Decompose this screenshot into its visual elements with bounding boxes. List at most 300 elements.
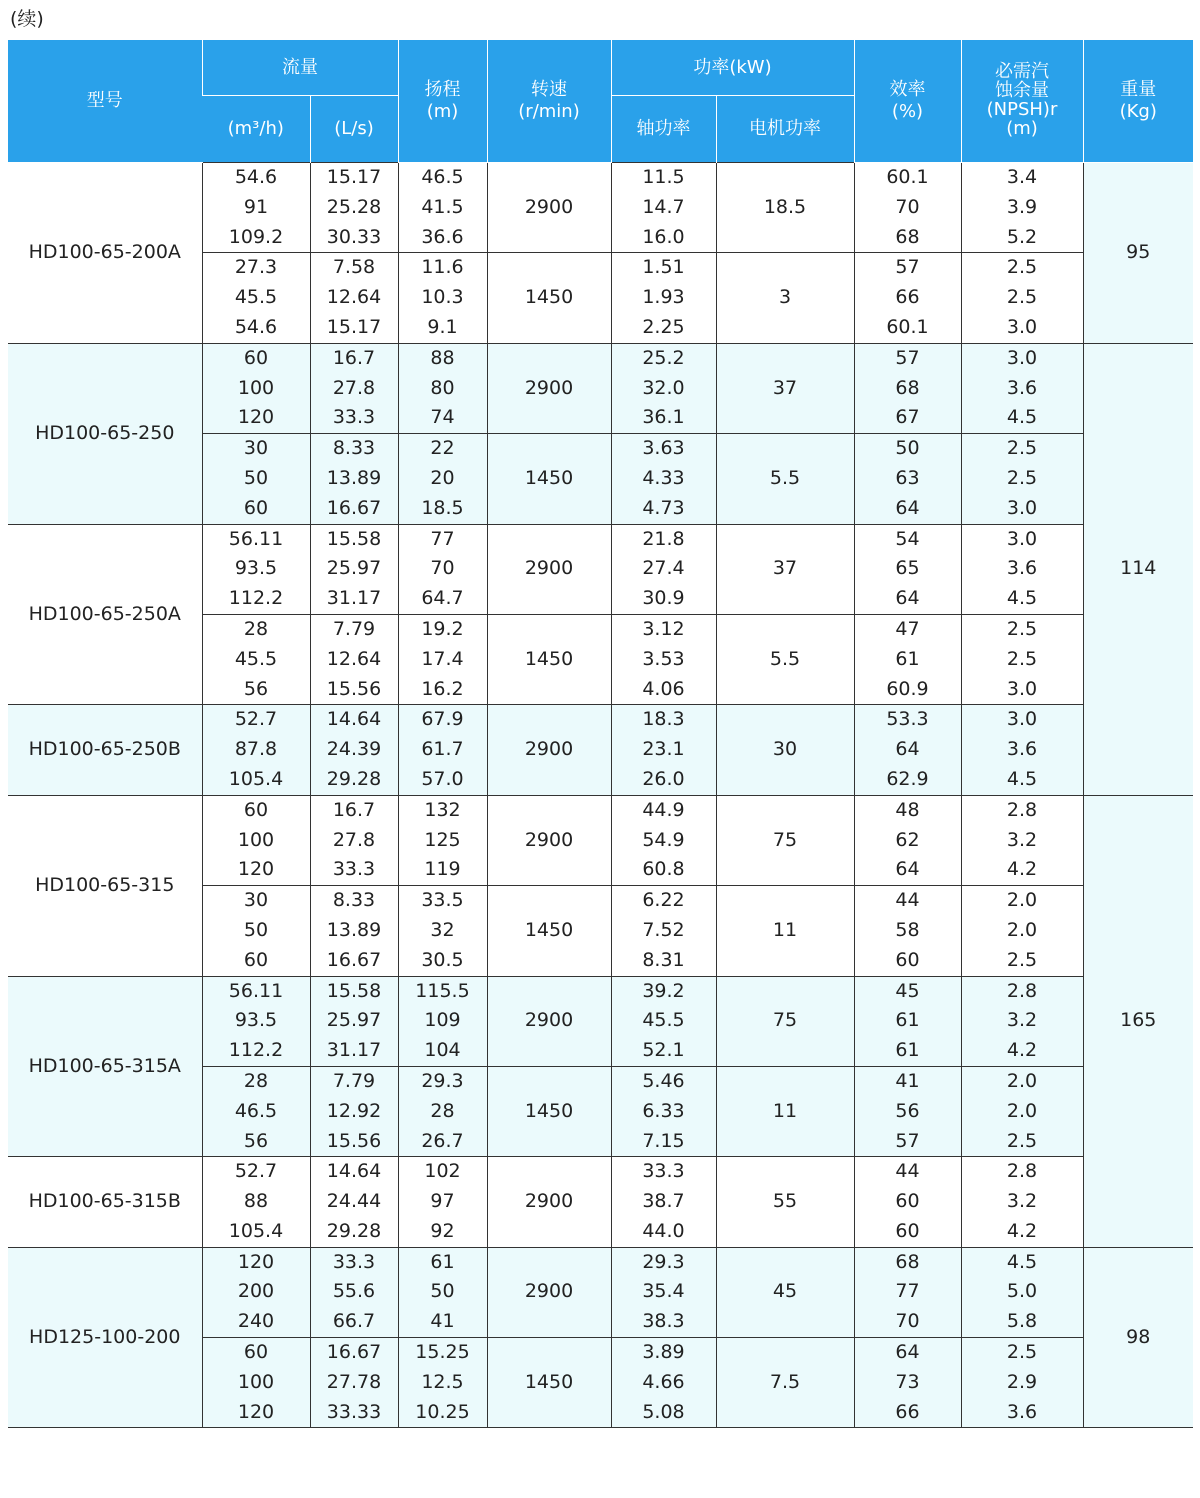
npsh-cell [961,886,1083,976]
efficiency-cell-value: 44 [895,889,920,912]
motor-power-cell: 45 [716,1247,854,1337]
shaft-power-cell-value: 54.9 [642,828,685,851]
flow-ls-cell-value: 15.58 [326,527,382,550]
header-flow-m3h: (m³/h) [202,96,310,163]
efficiency-cell-value: 73 [895,1370,920,1393]
head-cell-value: 41 [430,1310,455,1333]
model-cell: HD100-65-315A [8,976,202,1157]
flow-ls-cell-value: 14.64 [326,708,382,731]
npsh-cell-value: 2.0 [1006,889,1038,912]
speed-cell: 1450 [487,253,611,343]
flow-m3h-cell-value: 52.7 [234,1160,278,1183]
flow-m3h-cell-value: 56 [243,677,269,700]
table-row [8,976,1193,1066]
head-cell [398,434,487,524]
efficiency-cell-value: 41 [895,1069,920,1092]
shaft-power-cell-value: 25.2 [642,346,685,369]
head-cell-value: 109 [424,1009,461,1032]
header-flow-ls: (L/s) [310,96,398,163]
shaft-power-cell [611,976,716,1066]
shaft-power-cell-value: 29.3 [642,1250,685,1273]
model-cell: HD100-65-250B [8,705,202,795]
speed-cell: 2900 [487,343,611,433]
efficiency-cell-value: 68 [895,376,920,399]
efficiency-cell-value: 67 [895,406,920,429]
npsh-cell-value: 3.2 [1006,828,1038,851]
npsh-cell-value: 2.5 [1006,647,1038,670]
efficiency-cell-value: 57 [895,1129,920,1152]
head-cell-value: 11.6 [421,256,464,279]
speed-cell: 1450 [487,614,611,704]
flow-ls-cell-value: 27.8 [332,376,376,399]
efficiency-cell-value: 44 [895,1160,920,1183]
efficiency-cell-value: 70 [895,1310,920,1333]
efficiency-cell-value: 56 [895,1099,920,1122]
speed-cell: 2900 [487,1157,611,1247]
model-cell: HD100-65-315B [8,1157,202,1247]
head-cell-value: 28 [430,1099,455,1122]
npsh-cell-value: 2.5 [1006,466,1038,489]
npsh-cell-value: 3.0 [1006,677,1038,700]
efficiency-cell [854,1066,961,1156]
flow-ls-cell-value: 13.89 [326,466,382,489]
head-cell-value: 132 [424,798,461,821]
npsh-cell-value: 2.8 [1006,979,1038,1002]
table-row [8,705,1193,795]
flow-ls-cell [310,976,398,1066]
npsh-cell-value: 4.2 [1006,1039,1038,1062]
npsh-cell-value: 3.2 [1006,1009,1038,1032]
flow-ls-cell-value: 27.8 [332,828,376,851]
header-power: 功率(kW) [611,40,854,96]
head-cell-value: 16.2 [421,677,464,700]
npsh-cell [961,253,1083,343]
header-flow: 流量 [202,40,398,96]
npsh-cell-value: 4.2 [1006,1219,1038,1242]
efficiency-cell-value: 70 [895,195,920,218]
flow-ls-cell-value: 27.78 [326,1370,382,1393]
npsh-cell-value: 2.9 [1006,1370,1038,1393]
head-cell [398,524,487,614]
head-cell [398,1338,487,1428]
npsh-cell-value: 2.5 [1006,256,1038,279]
head-cell-value: 92 [430,1219,455,1242]
npsh-cell-value: 3.6 [1006,738,1038,761]
efficiency-cell-value: 64 [895,587,920,610]
head-cell-value: 119 [424,858,461,881]
flow-m3h-cell-value: 28 [243,617,269,640]
head-cell [398,1247,487,1337]
flow-ls-cell [310,1066,398,1156]
shaft-power-cell-value: 6.33 [642,1099,685,1122]
flow-m3h-cell [202,163,310,253]
flow-m3h-cell-value: 105.4 [228,1219,284,1242]
flow-ls-cell [310,163,398,253]
head-cell-value: 30.5 [421,948,464,971]
efficiency-cell-value: 48 [895,798,920,821]
flow-m3h-cell-value: 28 [243,1069,269,1092]
shaft-power-cell-value: 3.12 [642,617,685,640]
shaft-power-cell [611,343,716,433]
flow-m3h-cell [202,253,310,343]
shaft-power-cell-value: 60.8 [642,858,685,881]
head-cell-value: 9.1 [427,315,458,338]
shaft-power-cell [611,1338,716,1428]
npsh-cell [961,795,1083,885]
npsh-cell-value: 2.0 [1006,1069,1038,1092]
head-cell-value: 22 [430,437,455,460]
efficiency-cell-value: 66 [895,286,920,309]
flow-ls-cell [310,434,398,524]
head-cell [398,1066,487,1156]
flow-ls-cell-value: 29.28 [326,1219,382,1242]
efficiency-cell-value: 60.1 [886,166,929,188]
flow-m3h-cell [202,614,310,704]
flow-ls-cell-value: 15.17 [326,166,382,188]
efficiency-cell-value: 68 [895,1250,920,1273]
npsh-cell-value: 2.0 [1006,918,1038,941]
head-cell-value: 115.5 [415,979,470,1002]
flow-m3h-cell [202,1247,310,1337]
head-cell-value: 41.5 [421,195,464,218]
shaft-power-cell [611,795,716,885]
efficiency-cell-value: 50 [895,437,920,460]
flow-ls-cell-value: 66.7 [332,1310,376,1333]
flow-m3h-cell [202,343,310,433]
model-cell: HD100-65-315 [8,795,202,976]
npsh-cell-value: 2.5 [1006,948,1038,971]
head-cell-value: 61 [430,1250,455,1273]
speed-cell: 2900 [487,976,611,1066]
speed-cell: 1450 [487,1066,611,1156]
header-efficiency-label: 效率 [889,79,926,101]
head-cell [398,253,487,343]
flow-m3h-cell-value: 50 [243,918,269,941]
efficiency-cell-value: 62 [895,828,920,851]
flow-m3h-cell-value: 60 [243,346,269,369]
flow-m3h-cell-value: 109.2 [228,225,284,248]
flow-ls-cell [310,1157,398,1247]
npsh-cell [961,976,1083,1066]
npsh-cell-value: 2.5 [1006,617,1038,640]
efficiency-cell-value: 64 [895,858,920,881]
npsh-cell-value: 3.6 [1006,376,1038,399]
head-cell-value: 88 [430,346,455,369]
npsh-cell-value: 4.5 [1006,406,1038,429]
speed-cell: 1450 [487,886,611,976]
flow-m3h-cell-value: 91 [243,195,269,218]
npsh-cell-value: 4.5 [1006,587,1038,610]
flow-ls-cell-value: 16.67 [326,1341,382,1364]
motor-power-cell: 11 [716,886,854,976]
shaft-power-cell-value: 35.4 [642,1280,685,1303]
speed-cell: 1450 [487,434,611,524]
flow-m3h-cell-value: 45.5 [234,286,278,309]
efficiency-cell-value: 60 [895,1190,920,1213]
efficiency-cell [854,253,961,343]
header-npsh-line4: (m) [1006,117,1038,139]
flow-m3h-cell [202,434,310,524]
head-cell-value: 10.25 [415,1400,470,1423]
header-efficiency [854,40,961,163]
header-efficiency-unit: (%) [891,101,924,122]
efficiency-cell-value: 57 [895,346,920,369]
flow-ls-cell-value: 25.97 [326,1009,382,1032]
flow-m3h-cell-value: 27.3 [234,256,278,279]
efficiency-cell-value: 77 [895,1280,920,1303]
flow-ls-cell-value: 8.33 [332,437,376,460]
flow-m3h-cell-value: 46.5 [234,1099,278,1122]
head-cell-value: 67.9 [421,708,464,731]
shaft-power-cell [611,1157,716,1247]
npsh-cell-value: 3.9 [1006,195,1038,218]
shaft-power-cell [611,1066,716,1156]
efficiency-cell [854,163,961,253]
npsh-cell-value: 3.2 [1006,1190,1038,1213]
flow-m3h-cell-value: 54.6 [234,315,278,338]
head-cell-value: 33.5 [421,889,464,912]
model-cell: HD100-65-250A [8,524,202,705]
flow-ls-cell-value: 33.3 [332,858,376,881]
npsh-cell-value: 2.0 [1006,1099,1038,1122]
head-cell-value: 102 [424,1160,461,1183]
flow-m3h-cell-value: 112.2 [228,1039,284,1062]
efficiency-cell-value: 61 [895,647,920,670]
header-head-label: 扬程 [424,79,461,101]
header-model: 型号 [8,40,202,163]
head-cell [398,1157,487,1247]
flow-m3h-cell-value: 50 [243,466,269,489]
shaft-power-cell-value: 1.93 [642,286,685,309]
shaft-power-cell-value: 4.73 [642,496,685,519]
efficiency-cell-value: 62.9 [886,767,929,790]
head-cell-value: 104 [424,1039,461,1062]
table-row [8,795,1193,885]
motor-power-cell: 11 [716,1066,854,1156]
npsh-cell-value: 2.5 [1006,437,1038,460]
npsh-cell-value: 4.2 [1006,858,1038,881]
head-cell [398,886,487,976]
shaft-power-cell-value: 27.4 [642,557,685,580]
shaft-power-cell-value: 4.06 [642,677,685,700]
flow-m3h-cell-value: 112.2 [228,587,284,610]
flow-ls-cell-value: 24.39 [326,738,382,761]
flow-ls-cell [310,343,398,433]
npsh-cell-value: 5.0 [1006,1280,1038,1303]
head-cell [398,705,487,795]
model-cell: HD100-65-200A [8,163,202,344]
flow-ls-cell-value: 55.6 [332,1280,376,1303]
flow-ls-cell-value: 12.92 [326,1099,382,1122]
flow-m3h-cell-value: 88 [243,1190,269,1213]
shaft-power-cell-value: 14.7 [642,195,685,218]
efficiency-cell-value: 60.9 [886,677,929,700]
flow-m3h-cell-value: 60 [243,496,269,519]
flow-m3h-cell-value: 56.11 [228,527,284,550]
motor-power-cell: 37 [716,524,854,614]
flow-ls-cell-value: 7.58 [332,256,376,279]
efficiency-cell [854,614,961,704]
efficiency-cell-value: 54 [895,527,920,550]
flow-m3h-cell-value: 30 [243,437,269,460]
head-cell-value: 70 [430,557,455,580]
flow-ls-cell-value: 16.67 [326,948,382,971]
head-cell-value: 50 [430,1280,455,1303]
shaft-power-cell-value: 21.8 [642,527,685,550]
shaft-power-cell-value: 18.3 [642,708,685,731]
flow-m3h-cell [202,1066,310,1156]
shaft-power-cell-value: 4.33 [642,466,685,489]
npsh-cell [961,1157,1083,1247]
efficiency-cell [854,886,961,976]
efficiency-cell [854,524,961,614]
shaft-power-cell-value: 44.9 [642,798,685,821]
head-cell-value: 26.7 [421,1129,464,1152]
table-row [8,1247,1193,1337]
npsh-cell-value: 4.5 [1006,1250,1038,1273]
shaft-power-cell-value: 5.46 [642,1069,685,1092]
flow-ls-cell-value: 29.28 [326,767,382,790]
efficiency-cell [854,705,961,795]
flow-m3h-cell-value: 120 [237,858,275,881]
model-cell: HD125-100-200 [8,1247,202,1428]
npsh-cell-value: 3.0 [1006,315,1038,338]
flow-m3h-cell-value: 30 [243,889,269,912]
shaft-power-cell [611,163,716,253]
flow-ls-cell-value: 30.33 [326,225,382,248]
npsh-cell [961,163,1083,253]
table-row [8,524,1193,614]
flow-m3h-cell-value: 120 [237,1250,275,1273]
shaft-power-cell-value: 7.15 [642,1129,685,1152]
efficiency-cell-value: 63 [895,466,920,489]
efficiency-cell-value: 45 [895,979,920,1002]
flow-ls-cell-value: 31.17 [326,587,382,610]
shaft-power-cell [611,253,716,343]
flow-ls-cell-value: 8.33 [332,889,376,912]
header-weight-label: 重量 [1120,79,1157,101]
shaft-power-cell [611,434,716,524]
flow-ls-cell-value: 33.33 [326,1400,382,1423]
efficiency-cell-value: 58 [895,918,920,941]
head-cell-value: 77 [430,527,455,550]
flow-m3h-cell-value: 105.4 [228,767,284,790]
flow-ls-cell [310,705,398,795]
head-cell-value: 80 [430,376,455,399]
flow-m3h-cell-value: 100 [237,376,275,399]
flow-m3h-cell [202,1157,310,1247]
motor-power-cell: 3 [716,253,854,343]
head-cell-value: 74 [430,406,455,429]
flow-ls-cell [310,1338,398,1428]
flow-m3h-cell [202,886,310,976]
motor-power-cell: 5.5 [716,434,854,524]
shaft-power-cell-value: 6.22 [642,889,685,912]
head-cell-value: 57.0 [421,767,464,790]
flow-m3h-cell [202,524,310,614]
efficiency-cell [854,1247,961,1337]
npsh-cell [961,1247,1083,1337]
head-cell [398,343,487,433]
header-weight-unit: (Kg) [1119,101,1157,122]
npsh-cell [961,614,1083,704]
flow-ls-cell-value: 15.58 [326,979,382,1002]
shaft-power-cell-value: 32.0 [642,376,685,399]
shaft-power-cell [611,705,716,795]
efficiency-cell [854,343,961,433]
header-npsh-line3: (NPSH)r [986,99,1058,120]
npsh-cell [961,705,1083,795]
shaft-power-cell-value: 45.5 [642,1009,685,1032]
motor-power-cell: 30 [716,705,854,795]
efficiency-cell [854,795,961,885]
flow-ls-cell-value: 7.79 [332,617,376,640]
shaft-power-cell-value: 23.1 [642,738,685,761]
flow-m3h-cell-value: 240 [237,1310,275,1333]
flow-m3h-cell-value: 93.5 [234,557,278,580]
flow-ls-cell-value: 33.3 [332,406,376,429]
header-weight [1083,40,1193,163]
flow-ls-cell-value: 24.44 [326,1190,382,1213]
shaft-power-cell-value: 30.9 [642,587,685,610]
head-cell-value: 15.25 [415,1341,470,1364]
table-body [8,163,1193,1428]
speed-cell: 2900 [487,163,611,253]
flow-ls-cell [310,1247,398,1337]
flow-ls-cell-value: 13.89 [326,918,382,941]
flow-ls-cell [310,524,398,614]
shaft-power-cell-value: 3.53 [642,647,685,670]
shaft-power-cell-value: 2.25 [642,315,685,338]
npsh-cell-value: 3.0 [1006,527,1038,550]
table-header [8,40,1193,163]
head-cell-value: 36.6 [421,225,464,248]
weight-cell: 114 [1083,343,1193,795]
motor-power-cell: 37 [716,343,854,433]
npsh-cell [961,343,1083,433]
flow-ls-cell-value: 7.79 [332,1069,376,1092]
flow-m3h-cell [202,1338,310,1428]
head-cell [398,614,487,704]
efficiency-cell-value: 60 [895,948,920,971]
shaft-power-cell-value: 33.3 [642,1160,685,1183]
npsh-cell-value: 3.6 [1006,557,1038,580]
flow-m3h-cell-value: 100 [237,1370,275,1393]
header-speed-label: 转速 [531,79,567,101]
npsh-cell-value: 2.5 [1006,1341,1038,1364]
flow-m3h-cell-value: 45.5 [234,647,278,670]
shaft-power-cell-value: 3.89 [642,1341,685,1364]
efficiency-cell [854,976,961,1066]
head-cell-value: 46.5 [421,166,464,188]
motor-power-cell: 5.5 [716,614,854,704]
shaft-power-cell-value: 26.0 [642,767,685,790]
shaft-power-cell [611,1247,716,1337]
efficiency-cell-value: 53.3 [886,708,929,731]
flow-m3h-cell-value: 52.7 [234,708,278,731]
weight-cell: 95 [1083,163,1193,344]
head-cell-value: 64.7 [421,587,464,610]
efficiency-cell [854,1157,961,1247]
npsh-cell-value: 3.0 [1006,346,1038,369]
table-row [8,163,1193,253]
motor-power-cell: 7.5 [716,1338,854,1428]
npsh-cell-value: 2.8 [1006,798,1038,821]
header-speed-unit: (r/min) [518,101,580,122]
header-head-unit: (m) [426,101,459,122]
speed-cell: 2900 [487,524,611,614]
npsh-cell [961,1338,1083,1428]
